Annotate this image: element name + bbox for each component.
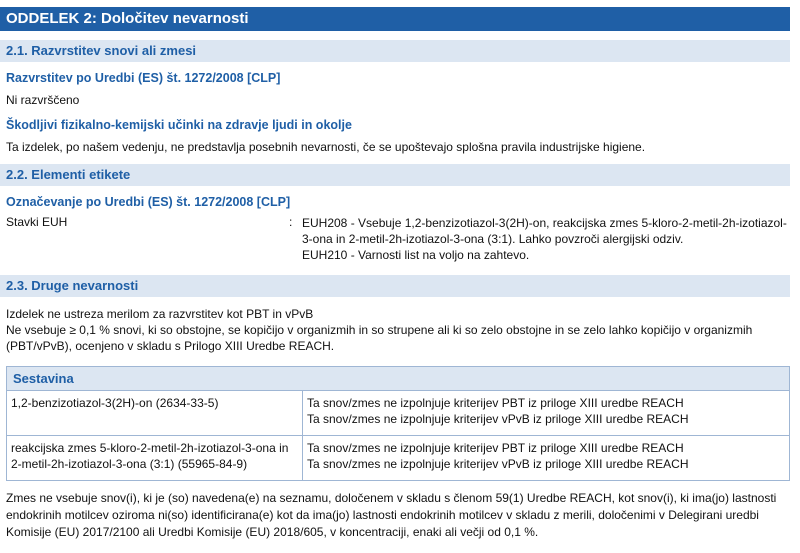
criteria-line: Ta snov/zmes ne izpolnjuje kriterijev vPvB iz priloge XIII uredbe REACH [307, 457, 689, 471]
substance-cell [7, 436, 303, 481]
criteria-cell [303, 436, 790, 481]
subsection-2-2-title: 2.2. Elementi etikete [0, 164, 790, 186]
euh-line: EUH208 - Vsebuje 1,2-benzizotiazol-3(2H)-on, reakcijska zmes 5-kloro-2-metil-2h-izotiazol- [302, 216, 787, 230]
euh-line: EUH210 - Varnosti list na voljo na zahtevo. [302, 248, 530, 262]
criteria-line: Ta snov/zmes ne izpolnjuje kriterijev vPvB iz priloge XIII uredbe REACH [307, 412, 689, 426]
euh-statements [302, 215, 790, 263]
pbt-detail-line: (PBT/vPvB), ocenjeno v skladu s Prilogo XIII Uredbe REACH. [6, 339, 335, 353]
subsection-2-1-title: 2.1. Razvrstitev snovi ali zmesi [0, 40, 790, 62]
subsection-2-3-title: 2.3. Druge nevarnosti [0, 275, 790, 297]
endocrine-disruptor-note [6, 490, 790, 541]
effects-text: Ta izdelek, po našem vedenju, ne predstavlja posebnih nevarnosti, če se upoštevajo splošna pravila industrijske higiene. [6, 140, 646, 154]
substance-cell [7, 391, 303, 436]
table-row [7, 391, 790, 436]
pbt-text: Izdelek ne ustreza merilom za razvrstitev kot PBT in vPvB [6, 307, 314, 321]
euh-colon: : [289, 215, 293, 229]
labelling-heading: Označevanje po Uredbi (ES) št. 1272/2008 [CLP] [6, 195, 291, 209]
pbt-detail [6, 322, 752, 354]
criteria-cell [303, 391, 790, 436]
section-title: ODDELEK 2: Določitev nevarnosti [0, 7, 790, 31]
euh-label: Stavki EUH [6, 215, 68, 229]
criteria-line: Ta snov/zmes ne izpolnjuje kriterijev PBT iz priloge XIII uredbe REACH [307, 396, 684, 410]
footer-line: Komisije (EU) 2017/2100 ali Uredbi Komisije (EU) 2018/605, v koncentraciji, enaki ali večji od 0,1 %. [6, 525, 539, 539]
substance-line: reakcijska zmes 5-kloro-2-metil-2h-izotiazol-3-ona in [11, 441, 289, 455]
clp-classification-value: Ni razvrščeno [6, 93, 80, 107]
substance-line: 1,2-benzizotiazol-3(2H)-on (2634-33-5) [11, 396, 219, 410]
table-row [7, 436, 790, 481]
footer-line: Zmes ne vsebuje snov(i), ki je (so) navedena(e) na seznamu, določenem v skladu s členom 59(1) Uredbe REACH, kot snov(i), ki ima(jo) lastnosti [6, 491, 777, 505]
effects-heading: Škodljivi fizikalno-kemijski učinki na zdravje ljudi in okolje [6, 118, 352, 132]
clp-classification-heading: Razvrstitev po Uredbi (ES) št. 1272/2008 [CLP] [6, 71, 281, 85]
euh-line: 3-ona in 2-metil-2h-izotiazol-3-ona (3:1). Lahko povzroči alergijski odziv. [302, 232, 684, 246]
pbt-detail-line: Ne vsebuje ≥ 0,1 % snovi, ki so obstojne, se kopičijo v organizmih in so strupene ali ki so zelo obstojne in se zelo lahko kopičijo v organizmih [6, 323, 753, 337]
criteria-line: Ta snov/zmes ne izpolnjuje kriterijev PBT iz priloge XIII uredbe REACH [307, 441, 684, 455]
table-header: Sestavina [7, 367, 790, 391]
footer-line: endokrinih motilcev oziroma ni(so) identificirana(e) kot da ima(jo) lastnosti endokrinih motilcev v skladu z merili, določenimi v Delegirani uredbi [6, 508, 759, 522]
substance-line: 2-metil-2h-izotiazol-3-ona (3:1) (55965-84-9) [11, 457, 248, 471]
components-table [6, 366, 790, 481]
